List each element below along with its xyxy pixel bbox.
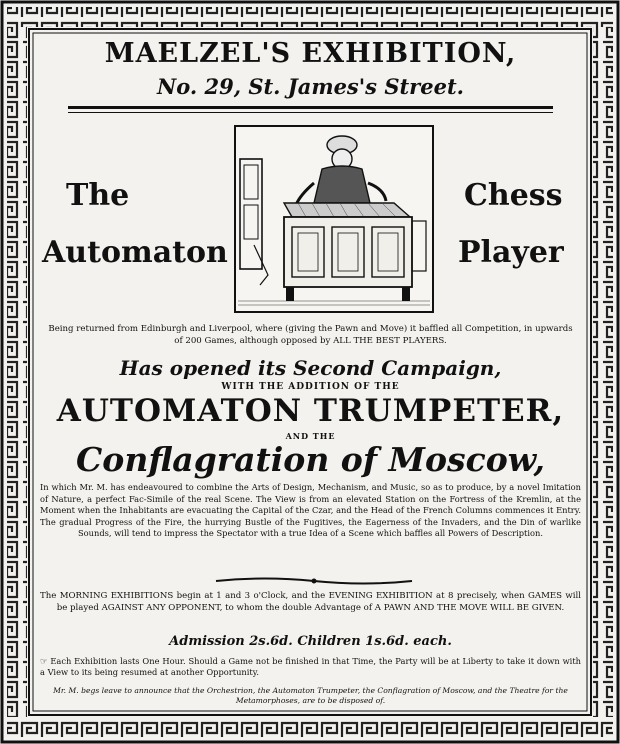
- moscow-heading: Conflagration of Moscow,: [76, 440, 545, 479]
- description-paragraph: In which Mr. M. has endeavoured to combine the Arts of Design, Mechanism, and Music, so as to produce, by a novel Imitation of Nature, a perfect Fac-Simile of the real Scene. The View is from an elevated Station on the Fortress of the Kremlin, at the Moment when the Inhabitants are evacuating the Capital of the Czar, and the Head of the French Columns commences it Entry. The gradual Progress of the Fire, the hurrying Bustle of the Fugitives, the Eagerness of the Invaders, and the Din of warlike Sounds, will tend to impress the Spectator with a true Idea of a Scene which baffles all Powers of Description.: [40, 482, 581, 539]
- header-rule-thin: [68, 112, 553, 113]
- campaign-heading: Has opened its Second Campaign,: [119, 356, 502, 380]
- word-chess: Chess: [464, 178, 563, 213]
- morning-exhibitions-paragraph: The MORNING EXHIBITIONS begin at 1 and 3 o'Clock, and the EVENING EXHIBITION at 8 precisely, when GAMES will be played AGAINST ANY OPPONENT, to whom the double Advantage of A PAWN AND THE MOVE WILL BE GIVEN.: [40, 591, 581, 613]
- admission-prices: Admission 2s.6d. Children 1s.6d. each.: [169, 634, 452, 649]
- word-automaton: Automaton: [42, 235, 228, 270]
- ornamental-divider: [214, 576, 414, 586]
- poster-content: [38, 30, 583, 716]
- header-rule: [68, 106, 553, 109]
- exhibition-hour-note: ☞ Each Exhibition lasts One Hour. Should a Game not be finished in that Time, the Party will be at Liberty to take it down with a View to its being resumed at another Opportunity.: [40, 656, 581, 678]
- exhibition-address: No. 29, St. James's Street.: [157, 74, 464, 99]
- exhibition-title: MAELZEL'S EXHIBITION,: [104, 38, 517, 69]
- word-the: The: [66, 178, 130, 213]
- trumpeter-heading: AUTOMATON TRUMPETER,: [56, 393, 565, 429]
- intro-paragraph: Being returned from Edinburgh and Liverpool, where (giving the Pawn and Move) it baffled all Competition, in upwards of 200 Games, although opposed by ALL THE BEST PLAYERS.: [48, 324, 573, 346]
- footer-announcement: Mr. M. begs leave to announce that the Orchestrion, the Automaton Trumpeter, the Conflagration of Moscow, and the Theatre for the Metamorphoses, are to be disposed of.: [53, 686, 568, 706]
- word-player: Player: [458, 235, 564, 270]
- automaton-illustration: [234, 125, 434, 313]
- and-the-line: AND THE: [285, 431, 336, 441]
- with-addition-line: WITH THE ADDITION OF THE: [221, 382, 400, 392]
